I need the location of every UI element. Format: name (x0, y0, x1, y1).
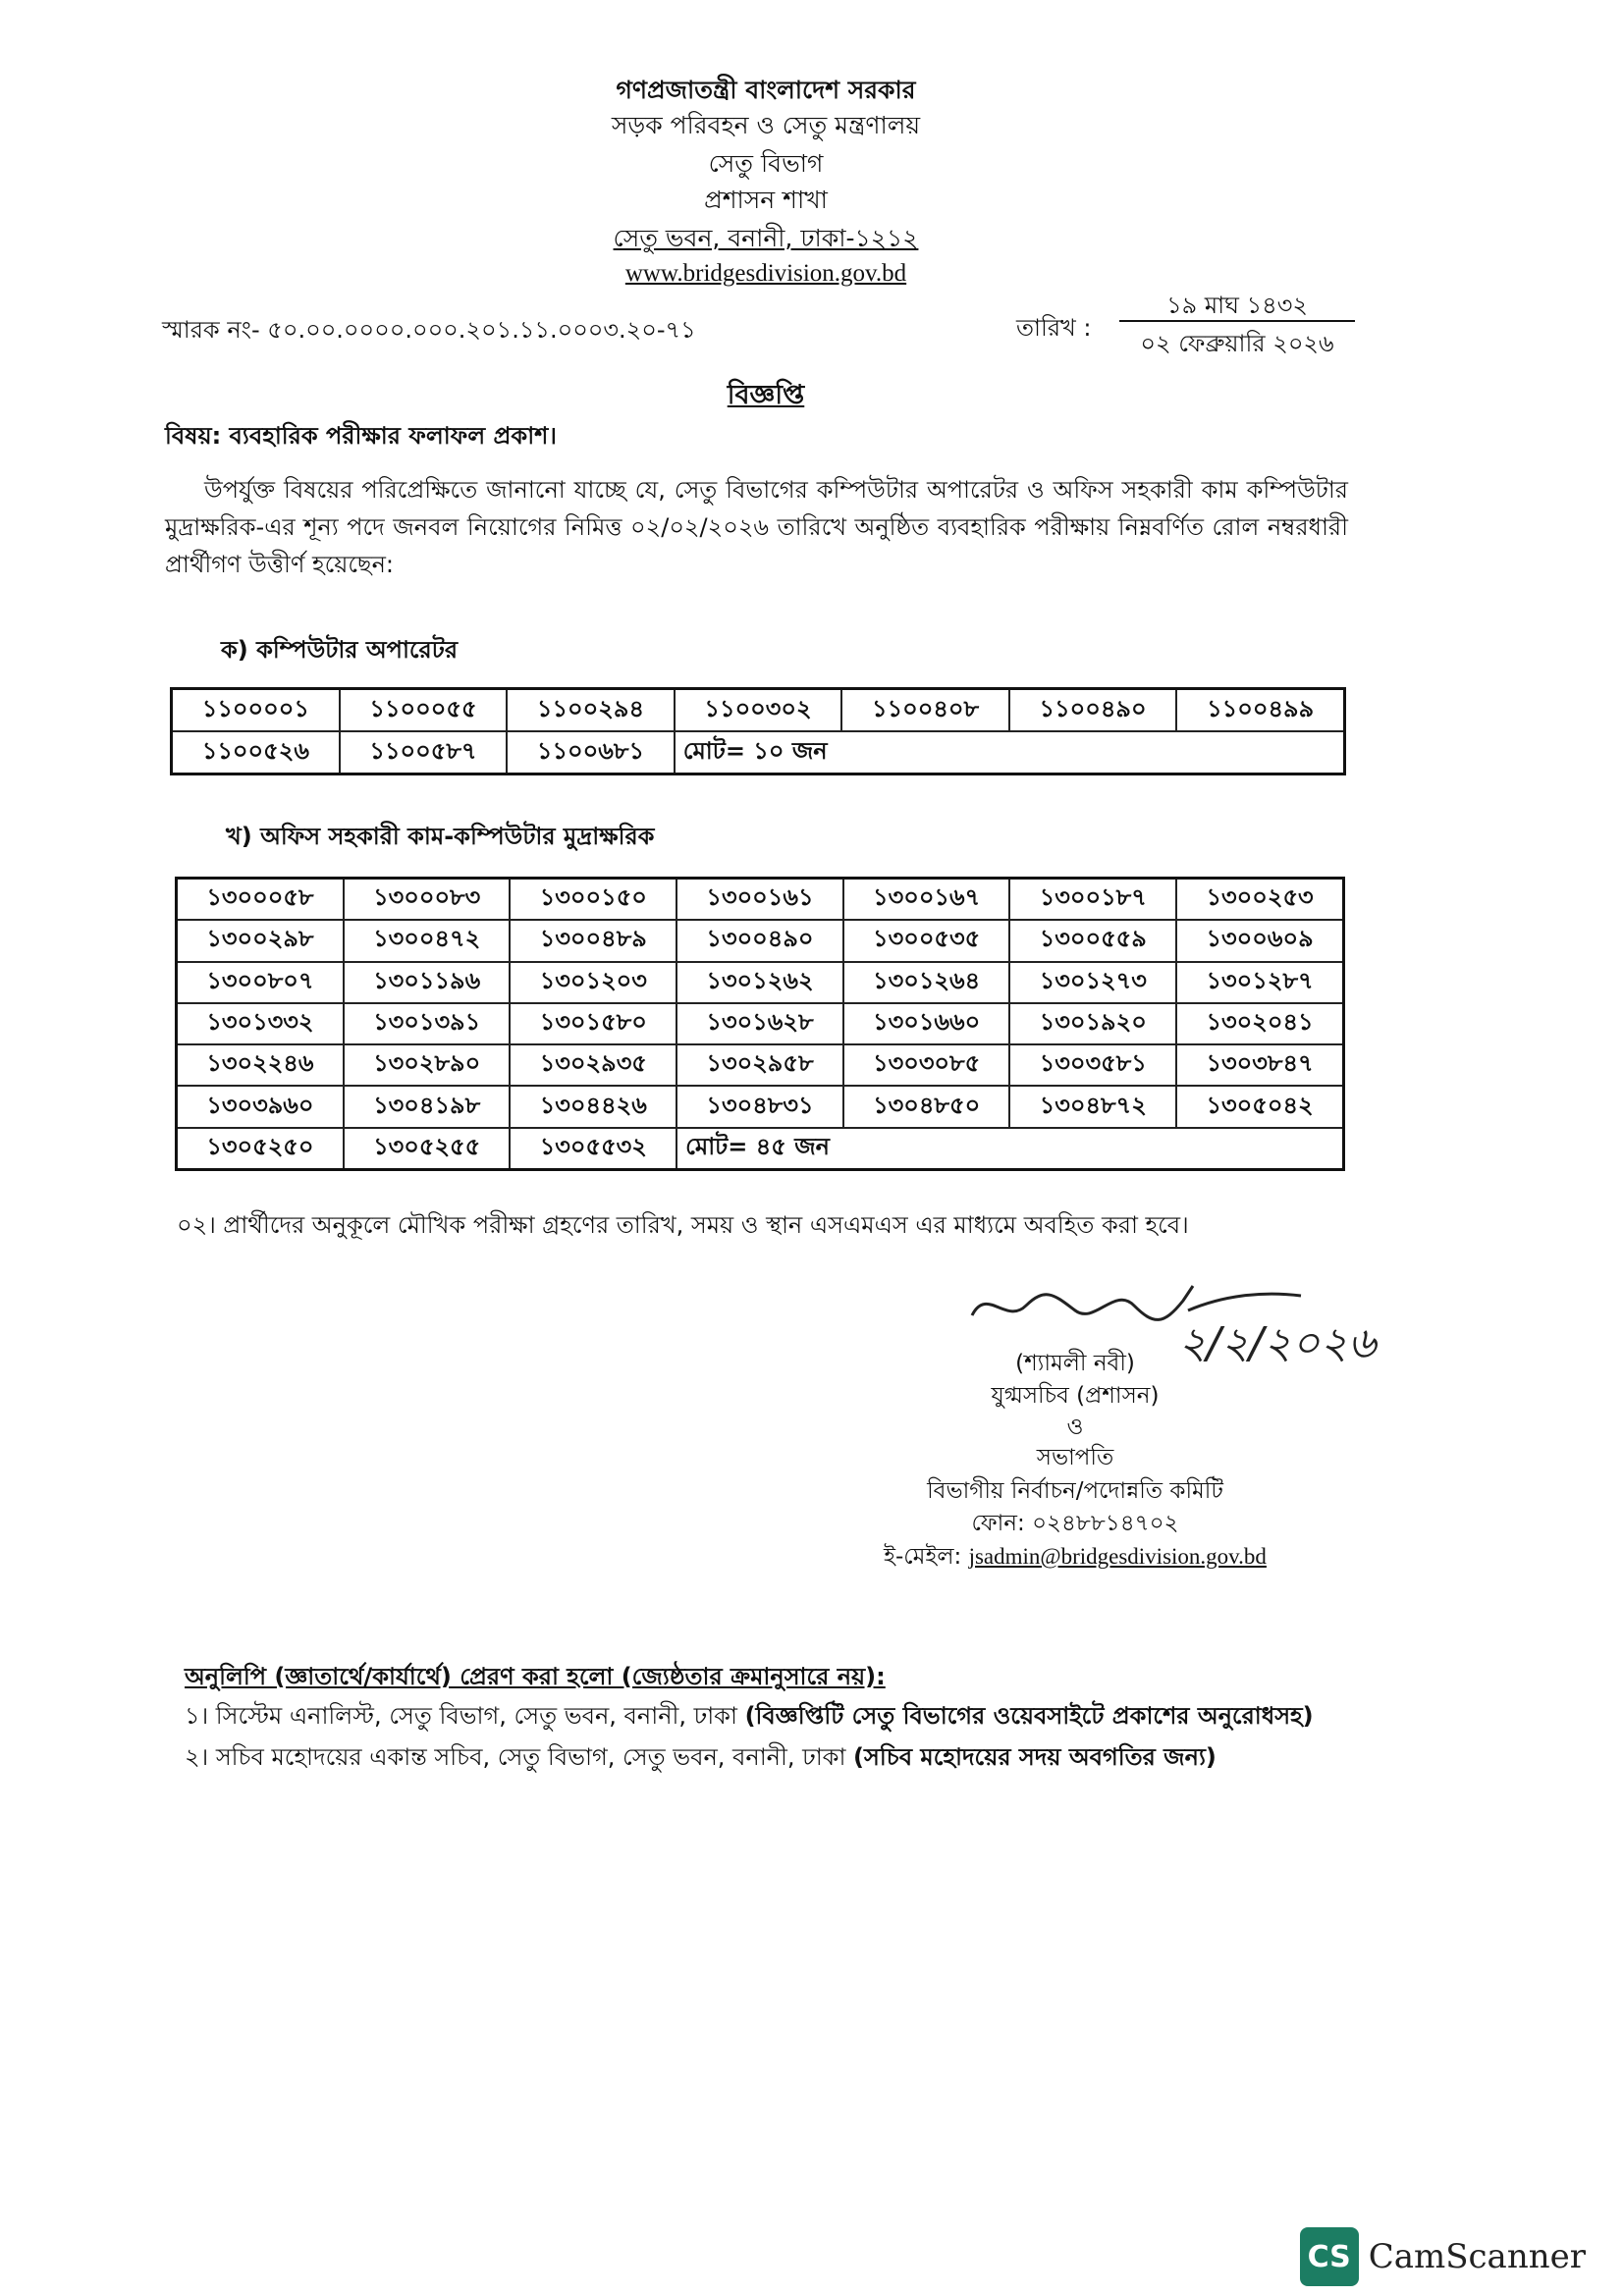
roll-number-cell: ১৩০৩৯৬০ (177, 1086, 344, 1127)
roll-number-cell: ১৩০০২৫৩ (1176, 879, 1343, 921)
roll-number-cell: ১৩০১৯২০ (1009, 1003, 1176, 1044)
roll-number-cell: ১৩০০৪৮৯ (510, 920, 676, 961)
roll-number-cell: ১৩০৫২৫৫ (344, 1128, 511, 1170)
address: সেতু ভবন, বনানী, ঢাকা-১২১২ (613, 224, 919, 252)
body-paragraph: উপর্যুক্ত বিষয়ের পরিপ্রেক্ষিতে জানানো যাচ্ছে যে, সেতু বিভাগের কম্পিউটার অপারেটর ও অফিস সহকারী কাম কম্পিউটার মুদ্রাক্ষরিক-এর শূন্য পদে জনবল নিয়োগের নিমিত্ত ০২/০২/২০২৬ তারিখে অনুষ্ঠিত ব্যবহারিক পরীক্ষায় নিম্নবর্ণিত রোল নম্বরধারী প্রার্থীগণ উত্তীর্ণ হয়েছেন: (165, 476, 1348, 578)
roll-number-cell: ১৩০১৩৩২ (177, 1003, 344, 1044)
roll-number-cell: ১৩০২৮৯০ (344, 1044, 511, 1086)
roll-number-cell: ১৩০৩০৮৫ (843, 1044, 1010, 1086)
roll-number-cell: ১৩০০১৬৭ (843, 879, 1010, 921)
notice-title: বিজ্ঞপ্তি (727, 380, 805, 410)
date-divider (1119, 320, 1355, 322)
roll-number-cell: ১৩০০১৫০ (510, 879, 676, 921)
roll-number-cell: ১১০০৩০২ (675, 689, 842, 732)
committee-name: বিভাগীয় নির্বাচন/পদোন্নতি কমিটি (927, 1478, 1223, 1504)
roll-number-cell: ১৩০২০৪১ (1176, 1003, 1343, 1044)
table-row (177, 879, 1344, 921)
division-name: সেতু বিভাগ (708, 149, 824, 178)
gov-name: গণপ্রজাতন্ত্রী বাংলাদেশ সরকার (616, 76, 916, 104)
roll-number-cell: ১৩০০৪৭২ (344, 920, 511, 961)
subject: বিষয়: ব্যবহারিক পরীক্ষার ফলাফল প্রকাশ। (165, 422, 557, 450)
section-b-roll-table (175, 877, 1345, 1171)
roll-number-cell: ১৩০৩৫৮১ (1009, 1044, 1176, 1086)
roll-number-cell: ১৩০১৩৯১ (344, 1003, 511, 1044)
date-gregorian: ০২ ফেব্রুয়ারি ২০২৬ (1140, 330, 1334, 357)
roll-number-cell: ১১০০৪০৮ (841, 689, 1009, 732)
phone: ফোন: ০২৪৮৮১৪৭০২ (971, 1511, 1179, 1536)
and-text: ও (1066, 1415, 1084, 1440)
roll-number-cell: ১১০০২৯৪ (507, 689, 675, 732)
table-row (172, 689, 1345, 732)
date-label: তারিখ : (1016, 314, 1092, 342)
copy-item (185, 1739, 1217, 1779)
roll-number-cell: ১১০০০০১ (172, 689, 340, 732)
section-b-heading: খ) অফিস সহকারী কাম-কম্পিউটার মুদ্রাক্ষরিক (226, 823, 655, 850)
roll-number-cell: ১৩০২৯৫৮ (676, 1044, 843, 1086)
roll-number-cell: ১৩০১৫৮০ (510, 1003, 676, 1044)
roll-number-cell: ১৩০২২৪৬ (177, 1044, 344, 1086)
branch-name: প্রশাসন শাখা (704, 186, 828, 214)
roll-number-cell: ১৩০১১৯৬ (344, 962, 511, 1003)
roll-number-cell: ১১০০৫২৬ (172, 731, 340, 774)
signed-date: ২/২/২০২৬ (1178, 1318, 1377, 1368)
roll-number-cell: ১১০০৪৯৯ (1176, 689, 1344, 732)
copy-item-note: (সচিব মহোদয়ের সদয় অবগতির জন্য) (853, 1743, 1217, 1771)
roll-number-cell: ১৩০৪৮৭২ (1009, 1086, 1176, 1127)
website-link[interactable]: www.bridgesdivision.gov.bd (624, 260, 907, 287)
email-label: ই-মেইল: (884, 1544, 962, 1570)
roll-number-cell: ১৩০১২৮৭ (1176, 962, 1343, 1003)
roll-number-cell: ১৩০২৯৩৫ (510, 1044, 676, 1086)
paragraph-2: ০২। প্রার্থীদের অনুকূলে মৌখিক পরীক্ষা গ্রহণের তারিখ, সময় ও স্থান এসএমএস এর মাধ্যমে অবহিত করা হবে। (177, 1211, 1189, 1239)
roll-number-cell: ১৩০৪৮৩১ (676, 1086, 843, 1127)
table-row (177, 920, 1344, 961)
roll-number-cell: ১৩০০৪৯০ (676, 920, 843, 961)
signatory-name: (শ্যামলী নবী) (1015, 1351, 1135, 1376)
roll-number-cell: ১৩০০০৮৩ (344, 879, 511, 921)
roll-number-cell: ১১০০৪৯০ (1009, 689, 1177, 732)
roll-number-cell: ১১০০৫৮৭ (340, 731, 508, 774)
table-row (177, 1003, 1344, 1044)
roll-number-cell: ১৩০০২৯৮ (177, 920, 344, 961)
table-row (172, 731, 1345, 774)
copy-item-text: ২। সচিব মহোদয়ের একান্ত সচিব, সেতু বিভাগ, সেতু ভবন, বনানী, ঢাকা (185, 1743, 854, 1771)
signatory-role: সভাপতি (1036, 1445, 1114, 1470)
roll-number-cell: ১৩০০১৮৭ (1009, 879, 1176, 921)
roll-number-cell: ১৩০৫৫৩২ (510, 1128, 676, 1170)
signatory-designation: যুগ্মসচিব (প্রশাসন) (991, 1383, 1160, 1409)
email-link[interactable]: jsadmin@bridgesdivision.gov.bd (968, 1544, 1267, 1569)
roll-number-cell: ১৩০৩৮৪৭ (1176, 1044, 1343, 1086)
table-row (177, 962, 1344, 1003)
copy-item (185, 1698, 1314, 1737)
roll-number-cell: ১৩০১২৬২ (676, 962, 843, 1003)
roll-number-cell: ১৩০১২৬৪ (843, 962, 1010, 1003)
roll-number-cell: ১৩০৫০৪২ (1176, 1086, 1343, 1127)
camscanner-text: CamScanner (1368, 2237, 1586, 2276)
roll-number-cell: ১১০০০৫৫ (340, 689, 508, 732)
total-cell: মোট= ১০ জন (675, 731, 1345, 774)
roll-number-cell: ১১০০৬৮১ (507, 731, 675, 774)
table-row (177, 1128, 1344, 1170)
table-row (177, 1086, 1344, 1127)
copy-item-note: (বিজ্ঞপ্তিটি সেতু বিভাগের ওয়েবসাইটে প্রকাশের অনুরোধসহ) (744, 1702, 1314, 1730)
roll-number-cell: ১৩০৫২৫০ (177, 1128, 344, 1170)
roll-number-cell: ১৩০০৬০৯ (1176, 920, 1343, 961)
email-line (781, 1538, 1370, 1576)
camscanner-watermark (1300, 2227, 1586, 2286)
roll-number-cell: ১৩০০৮০৭ (177, 962, 344, 1003)
roll-number-cell: ১৩০০১৬১ (676, 879, 843, 921)
roll-number-cell: ১৩০১২০৩ (510, 962, 676, 1003)
date-bangla: ১৯ মাঘ ১৪৩২ (1166, 292, 1308, 319)
roll-number-cell: ১৩০১২৭৩ (1009, 962, 1176, 1003)
memo-number: স্মারক নং- ৫০.০০.০০০০.০০০.২০১.১১.০০০৩.২০-৭১ (162, 316, 696, 344)
roll-number-cell: ১৩০৪৪২৬ (510, 1086, 676, 1127)
section-a-heading: ক) কম্পিউটার অপারেটর (221, 636, 459, 664)
copy-item-text: ১। সিস্টেম এনালিস্ট, সেতু বিভাগ, সেতু ভবন, বনানী, ঢাকা (185, 1702, 745, 1730)
roll-number-cell: ১৩০১৬২৮ (676, 1003, 843, 1044)
copies-heading: অনুলিপি (জ্ঞাতার্থে/কার্যার্থে) প্রেরণ করা হলো (জ্যেষ্ঠতার ক্রমানুসারে নয়): (185, 1663, 886, 1690)
roll-number-cell: ১৩০৪১৯৮ (344, 1086, 511, 1127)
total-cell: মোট= ৪৫ জন (676, 1128, 1343, 1170)
roll-number-cell: ১৩০১৬৬০ (843, 1003, 1010, 1044)
ministry-name: সড়ক পরিবহন ও সেতু মন্ত্রণালয় (611, 111, 921, 139)
roll-number-cell: ১৩০০৫৩৫ (843, 920, 1010, 961)
roll-number-cell: ১৩০০০৫৮ (177, 879, 344, 921)
roll-number-cell: ১৩০৪৮৫০ (843, 1086, 1010, 1127)
roll-number-cell: ১৩০০৫৫৯ (1009, 920, 1176, 961)
table-row (177, 1044, 1344, 1086)
camscanner-logo-icon: CS (1300, 2227, 1359, 2286)
section-a-roll-table (170, 687, 1346, 775)
